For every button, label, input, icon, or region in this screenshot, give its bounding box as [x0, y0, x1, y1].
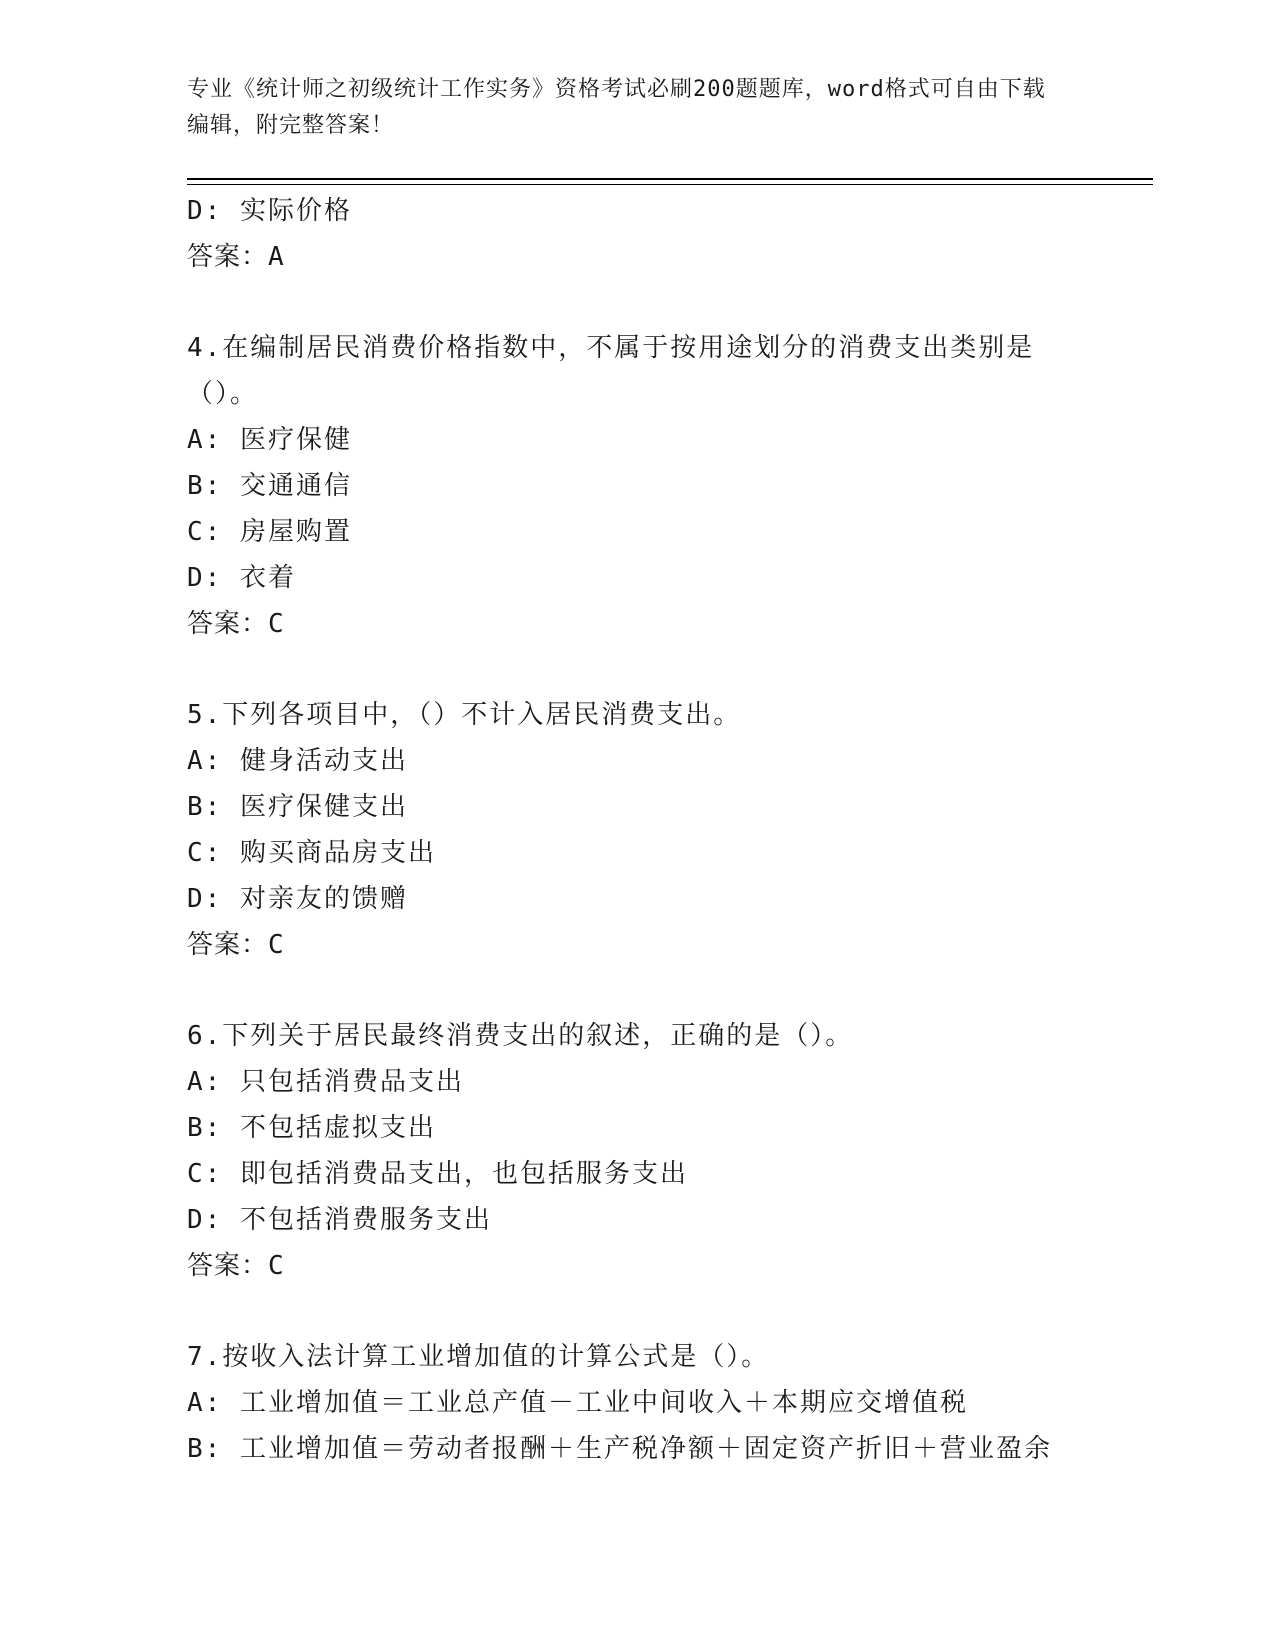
option-d: D: 不包括消费服务支出 [187, 1205, 492, 1235]
answer-label: 答案： [187, 930, 269, 960]
option-a: A: 健身活动支出 [187, 746, 408, 776]
question-5 [187, 692, 1087, 968]
header-rule-thick [187, 178, 1153, 180]
option-b: B: 不包括虚拟支出 [187, 1113, 436, 1143]
option-b: B: 工业增加值＝劳动者报酬＋生产税净额＋固定资产折旧＋营业盈余 [187, 1434, 1052, 1464]
answer-line [187, 234, 1087, 280]
answer-value: C [268, 930, 285, 960]
answer-label: 答案： [187, 1251, 269, 1281]
option-a: A: 工业增加值＝工业总产值－工业中间收入＋本期应交增值税 [187, 1388, 968, 1418]
option-c: C: 即包括消费品支出，也包括服务支出 [187, 1159, 688, 1189]
question-stem: 7.按收入法计算工业增加值的计算公式是（）。 [187, 1342, 770, 1372]
answer-label: 答案： [187, 609, 269, 639]
question-6 [187, 1013, 1087, 1289]
question-stem: 6.下列关于居民最终消费支出的叙述，正确的是（）。 [187, 1021, 854, 1051]
answer-value: C [268, 609, 285, 639]
answer-line [187, 601, 1087, 647]
option-b: B: 交通通信 [187, 471, 352, 501]
answer-line [187, 1243, 1087, 1289]
answer-value: A [268, 242, 285, 272]
answer-value: C [268, 1251, 285, 1281]
question-stem: 5.下列各项目中，（）不计入居民消费支出。 [187, 700, 742, 730]
document-body [187, 188, 1087, 1472]
option-c: C: 购买商品房支出 [187, 838, 436, 868]
header-rule-thin [187, 184, 1153, 185]
answer-label: 答案： [187, 242, 269, 272]
option-a: A: 只包括消费品支出 [187, 1067, 464, 1097]
option-c: C: 房屋购置 [187, 517, 352, 547]
document-header: 专业《统计师之初级统计工作实务》资格考试必刷200题题库，word格式可自由下载编辑，附完整答案！ [187, 77, 1046, 138]
option-d: D: 对亲友的馈赠 [187, 884, 408, 914]
option-d: D: 实际价格 [187, 196, 352, 226]
question-4 [187, 325, 1087, 647]
option-d: D: 衣着 [187, 563, 296, 593]
question-7 [187, 1334, 1087, 1472]
option-b: B: 医疗保健支出 [187, 792, 408, 822]
question-stem: 4.在编制居民消费价格指数中，不属于按用途划分的消费支出类别是（）。 [187, 333, 1035, 409]
option-a: A: 医疗保健 [187, 425, 352, 455]
answer-line [187, 922, 1087, 968]
